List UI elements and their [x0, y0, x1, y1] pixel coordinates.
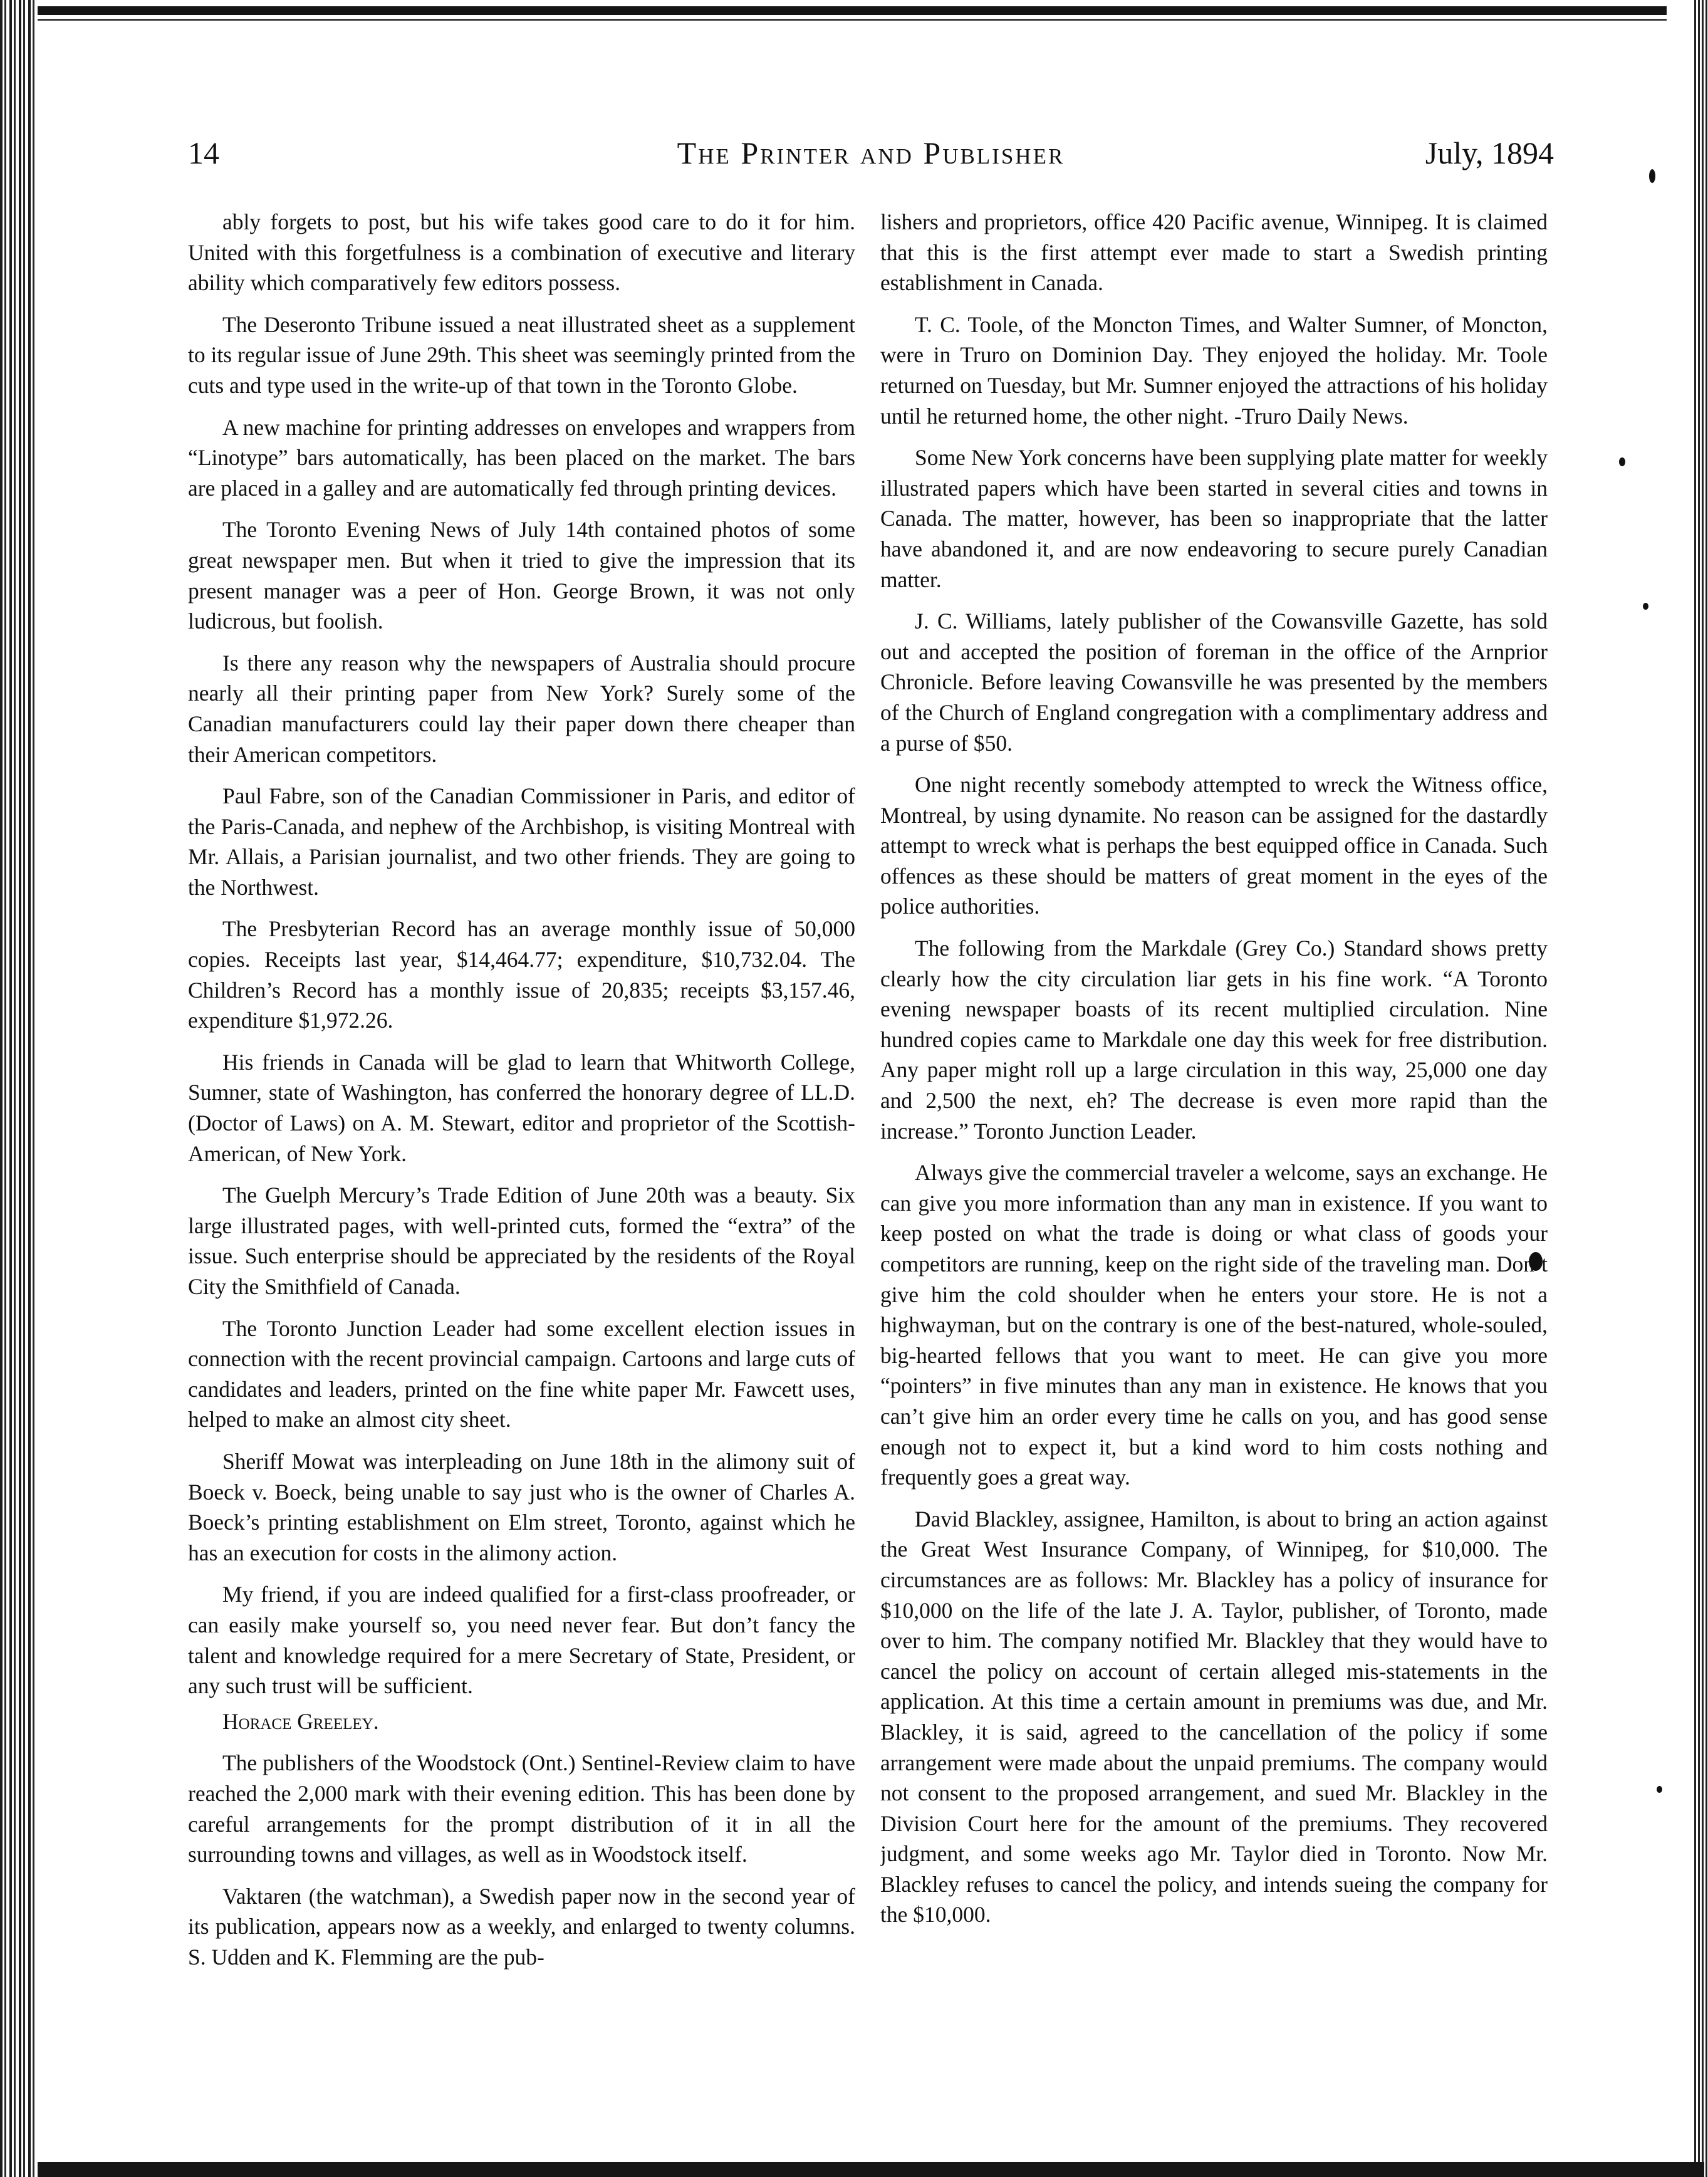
top-border-thin-rule: [38, 19, 1667, 21]
scanned-page-right-edge: [1694, 0, 1708, 2177]
news-paragraph: The Toronto Evening News of July 14th contained photos of some great newspaper men. But when it tried to give the impression that its present manager was a peer of Hon. George Brown, it was not only ludicrous, but foolish.: [188, 517, 855, 634]
news-paragraph: The Deseronto Tribune issued a neat illustrated sheet as a supplement to its regular issue of June 29th. This sheet was seemingly printed from the cuts and type used in the write-up of that town in the Toronto Globe.: [188, 311, 855, 398]
page-number: 14: [188, 135, 219, 170]
news-paragraph: The Guelph Mercury’s Trade Edition of June 20th was a beauty. Six large illustrated pages, with well-printed cuts, formed the “extra” of the issue. Such enterprise should be appreciated by the residents of the Royal City the Smithfield of Canada.: [188, 1182, 855, 1299]
news-paragraph: The Toronto Junction Leader had some excellent election issues in connection with the recent provincial campaign. Cartoons and large cuts of candidates and leaders, printed on the fine white paper Mr. Fawcett uses, helped to make an almost city sheet.: [188, 1315, 855, 1433]
bottom-border-rule: [38, 2162, 1704, 2177]
news-paragraph: His friends in Canada will be glad to learn that Whitworth College, Sumner, state of Washington, has conferred the honorary degree of LL.D. (Doctor of Laws) on A. M. Stewart, editor and proprietor of the Scottish-American, of New York.: [188, 1049, 855, 1166]
news-paragraph: lishers and proprietors, office 420 Pacific avenue, Winnipeg. It is claimed that this is the first attempt ever made to start a Swedish printing establishment in Canada.: [880, 209, 1548, 296]
news-paragraph: T. C. Toole, of the Moncton Times, and Walter Sumner, of Moncton, were in Truro on Dominion Day. They enjoyed the holiday. Mr. Toole returned on Tuesday, but Mr. Sumner enjoyed the attractions of his holiday until he returned home, the other night. -Truro Daily News.: [880, 311, 1548, 429]
ink-speck: [1649, 169, 1655, 183]
news-paragraph: J. C. Williams, lately publisher of the Cowansville Gazette, has sold out and accepted the position of foreman in the office of the Arnprior Chronicle. Before leaving Cowansville he was presented by the members of the Church of England congregation with a complimentary address and a purse of $50.: [880, 608, 1548, 756]
news-paragraph: David Blackley, assignee, Hamilton, is about to bring an action against the Great West Insurance Company, of Winnipeg, for $10,000. The circumstances are as follows: Mr. Blackley has a policy of insurance for $10,000 on the life of the late J. A. Taylor, publisher, of Toronto, made over to him. The company notified Mr. Blackley that they would have to cancel the policy on account of certain alleged mis-statements in the application. At this time a certain amount in premiums was due, and Mr. Blackley, it is said, agreed to the cancellation of the policy if some arrangement were made about the unpaid premiums. The company would not consent to the proposed arrangement, and sued Mr. Blackley in the Division Court here for the amount of the premiums. They recovered judgment, and some weeks ago Mr. Taylor died in Toronto. Now Mr. Blackley refuses to cancel the policy, and intends sueing the company for the $10,000.: [880, 1506, 1548, 1928]
news-paragraph: Always give the commercial traveler a welcome, says an exchange. He can give you more information than any man in existence. If you want to keep posted on what the trade is doing or what class of goods your competitors are running, keep on the right side of the traveling man. Don’t give him the cold shoulder when he enters your store. He is not a highwayman, but on the contrary is one of the best-natured, whole-souled, big-hearted fellows that you want to meet. He can give you more “pointers” in five minutes than any man in existence. He knows that you can’t give him an order every time he calls on you, and has good sense enough not to expect it, but a kind word to him costs nothing and frequently goes a great way.: [880, 1160, 1548, 1490]
news-paragraph: A new machine for printing addresses on envelopes and wrappers from “Linotype” bars automatically, has been placed on the market. The bars are placed in a galley and are automatically fed through printing devices.: [188, 414, 855, 501]
news-paragraph: Vaktaren (the watchman), a Swedish paper now in the second year of its publication, appears now as a weekly, and enlarged to twenty columns. S. Udden and K. Flemming are the pub-: [188, 1883, 855, 1970]
news-paragraph: The publishers of the Woodstock (Ont.) Sentinel-Review claim to have reached the 2,000 mark with their evening edition. This has been done by careful arrangements for the prompt distribution of it in all the surrounding towns and villages, as well as in Woodstock itself.: [188, 1750, 855, 1867]
left-column: [188, 207, 855, 2099]
news-paragraph: The Presbyterian Record has an average monthly issue of 50,000 copies. Receipts last year, $14,464.77; expenditure, $10,732.04. The Children’s Record has a monthly issue of 20,835; receipts $3,157.46, expenditure $1,972.26.: [188, 916, 855, 1033]
ink-speck: [1643, 603, 1648, 610]
news-paragraph: My friend, if you are indeed qualified for a first-class proofreader, or can easily make yourself so, you need never fear. But don’t fancy the talent and knowledge required for a mere Secretary of State, President, or any such trust will be sufficient.: [188, 1582, 855, 1699]
issue-date: July, 1894: [1425, 135, 1554, 170]
page-header: [188, 135, 1554, 185]
news-paragraph: The following from the Markdale (Grey Co.) Standard shows pretty clearly how the city circulation liar gets in his fine work. “A Toronto evening newspaper boasts of its recent multiplied circulation. Nine hundred copies came to Markdale one day this week for free distribution. Any paper might roll up a large circulation in this way, 25,000 one day and 2,500 the next, eh? The decrease is even more rapid than the increase.” Toronto Junction Leader.: [880, 936, 1548, 1144]
right-column: [880, 207, 1548, 2099]
ink-speck: [1657, 1786, 1662, 1793]
top-border-rule: [38, 6, 1667, 15]
signature: Horace Greeley.: [222, 1708, 379, 1734]
news-paragraph: One night recently somebody attempted to wreck the Witness office, Montreal, by using dynamite. No reason can be assigned for the dastardly attempt to wreck what is perhaps the best equipped office in Canada. Such offences as these should be matters of great moment in the eyes of the police authorities.: [880, 772, 1548, 919]
news-paragraph: Some New York concerns have been supplying plate matter for weekly illustrated papers which have been started in several cities and towns in Canada. The matter, however, has been so inappropriate that the latter have abandoned it, and are now endeavoring to secure purely Canadian matter.: [880, 445, 1548, 592]
journal-title: The Printer and Publisher: [677, 135, 1065, 170]
news-paragraph: Paul Fabre, son of the Canadian Commissioner in Paris, and editor of the Paris-Canada, and nephew of the Archbishop, is visiting Montreal with Mr. Allais, a Parisian journalist, and two other friends. They are going to the Northwest.: [188, 783, 855, 900]
scanned-page-left-edge: [0, 0, 38, 2177]
news-paragraph: Is there any reason why the newspapers of Australia should procure nearly all their printing paper from New York? Surely some of the Canadian manufacturers could lay their paper down there cheaper than their American competitors.: [188, 650, 855, 767]
ink-speck: [1619, 457, 1625, 466]
news-paragraph: ably forgets to post, but his wife takes good care to do it for him. United with this forgetfulness is a combination of executive and literary ability which comparatively few editors possess.: [188, 209, 855, 296]
news-paragraph: Sheriff Mowat was interpleading on June 18th in the alimony suit of Boeck v. Boeck, being unable to say just who is the owner of Charles A. Boeck’s printing establishment on Elm street, Toronto, against which he has an execution for costs in the alimony action.: [188, 1448, 855, 1565]
